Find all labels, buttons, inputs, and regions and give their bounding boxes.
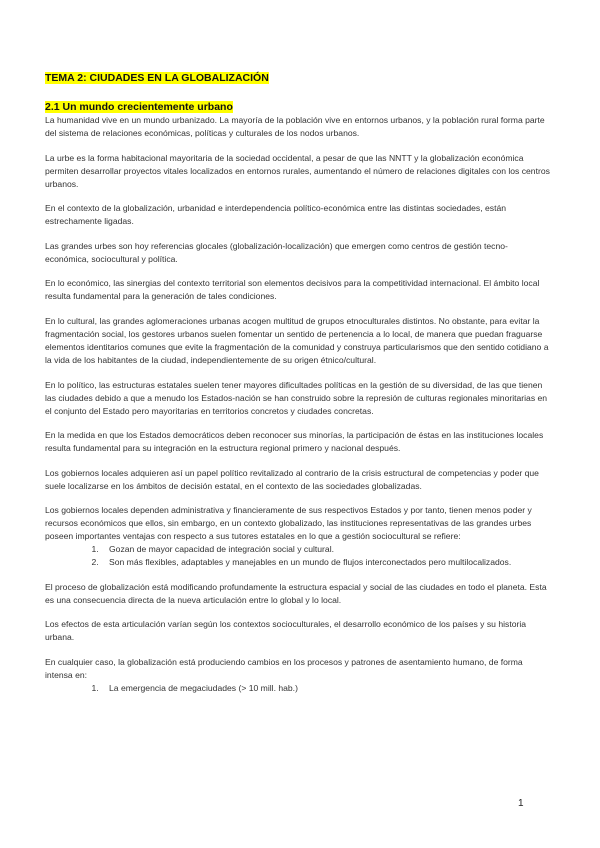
paragraph: En lo cultural, las grandes aglomeraciones urbanas acogen multitud de grupos etnoculturales distintos. No obstante, para evitar la fragmentación social, los gestores urbanos suelen fomentar un sentido de pertenencia a lo local, de manera que puedan fraguarse elementos identitarios comunes que evite la fragmentación de la comunidad y construya particularismos que den sentido cotidiano a la vida de los habitantes de la ciudad, independientemente de su origen étnico/cultural.: [45, 315, 549, 365]
paragraph: Los gobiernos locales dependen administrativa y financieramente de sus respectivos Estados y por tanto, tienen menos poder y recursos económicos que ellos, sin embargo, en un contexto globalizado, las instituciones representativas de las grandes urbes poseen importantes ventajas con respecto a sus tutores estatales en lo que a gestión sociocultural se refiere:: [45, 505, 532, 542]
paragraph: El proceso de globalización está modificando profundamente la estructura espacial y social de las ciudades en todo el planeta. Esta es una consecuencia directa de la nueva articulación entre lo global y lo local.: [45, 581, 547, 605]
list-item: 1. Gozan de mayor capacidad de integración social y cultural.: [101, 543, 550, 556]
numbered-list: [45, 543, 550, 569]
paragraph: Las grandes urbes son hoy referencias glocales (globalización-localización) que emergen como centros de gestión tecno-económica, sociocultural y política.: [45, 240, 508, 264]
paragraph: En el contexto de la globalización, urbanidad e interdependencia político-económica entre las distintas sociedades, están estrechamente ligadas.: [45, 203, 507, 227]
document-body: [45, 70, 550, 706]
chapter-title: [45, 70, 550, 85]
paragraph: En la medida en que los Estados democráticos deben reconocer sus minorías, la participación de éstas en las instituciones locales resulta fundamental para su integración en la estructura regional primero y nacional después.: [45, 430, 544, 454]
page-number: 1: [518, 798, 524, 809]
paragraph: Los gobiernos locales adquieren así un papel político revitalizado al contrario de la crisis estructural de competencias y poder que suele localizarse en los ámbitos de decisión estatal, en el contexto de las sociedades globalizadas.: [45, 467, 539, 491]
paragraph: En lo político, las estructuras estatales suelen tener mayores dificultades políticas en la gestión de su diversidad, de las que tienen las ciudades debido a que a menudo los Estados-nación se han construido sobre la represión de culturas regionales minoritarias en el conjunto del Estado pero mayoritarias en territorios concretos y ciudades concretas.: [45, 379, 548, 416]
section-heading-text: 2.1 Un mundo crecientemente urbano: [45, 101, 233, 113]
list-item: 1. La emergencia de megaciudades (> 10 mill. hab.): [101, 682, 550, 695]
paragraph: La urbe es la forma habitacional mayoritaria de la sociedad occidental, a pesar de que las NNTT y la globalización económica permiten desarrollar proyectos vitales localizados en entornos rurales, aumentando el número de relaciones digitales con los centros urbanos.: [45, 152, 550, 189]
list-item: 2. Son más flexibles, adaptables y manejables en un mundo de flujos interconectados pero multilocalizados.: [101, 556, 550, 569]
section-heading: [45, 99, 550, 114]
paragraph: Los efectos de esta articulación varían según los contextos socioculturales, el desarrollo económico de los países y su historia urbana.: [45, 619, 527, 643]
paragraph: La humanidad vive en un mundo urbanizado. La mayoría de la población vive en entornos urbanos, y la población rural forma parte del sistema de relaciones económicas, políticas y culturales de los nodos urbanos.: [45, 115, 545, 138]
chapter-title-text: TEMA 2: CIUDADES EN LA GLOBALIZACIÓN: [45, 72, 269, 84]
paragraph: En lo económico, las sinergias del contexto territorial son elementos decisivos para la competitividad internacional. El ámbito local resulta fundamental para la generación de tales condiciones.: [45, 278, 540, 302]
paragraph: En cualquier caso, la globalización está produciendo cambios en los procesos y patrones de asentamiento humano, de forma intensa en:: [45, 656, 523, 680]
numbered-list: [45, 682, 550, 695]
